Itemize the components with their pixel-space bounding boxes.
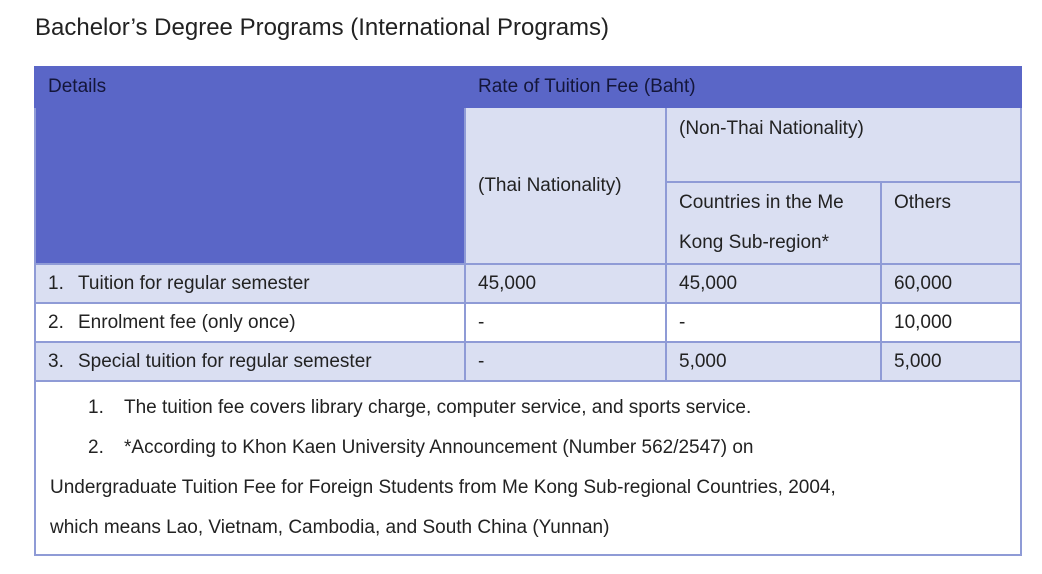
note-2-number: 2. [88, 437, 104, 458]
table-row [35, 264, 1021, 303]
header-mekong-line1: Countries in the Me [679, 192, 844, 213]
row-label-text: Enrolment fee (only once) [78, 311, 296, 333]
note-1-text: The tuition fee covers library charge, computer service, and sports service. [124, 397, 752, 418]
row-thai-fee: 45,000 [465, 264, 666, 303]
header-thai-label: (Thai Nationality) [478, 174, 622, 196]
header-rate: Rate of Tuition Fee (Baht) [465, 67, 1021, 107]
row-mekong-fee: - [666, 303, 881, 342]
row-others-fee: 60,000 [881, 264, 1021, 303]
header-non-thai-label: (Non-Thai Nationality) [679, 118, 864, 139]
row-thai-fee: - [465, 303, 666, 342]
table-row [35, 342, 1021, 381]
page-title: Bachelor’s Degree Programs (International Programs) [35, 14, 610, 41]
table-header-row [35, 67, 1021, 107]
row-number: 1. [48, 272, 64, 294]
row-others-fee: 5,000 [881, 342, 1021, 381]
note-2 [50, 428, 1020, 468]
header-thai-nationality [465, 107, 666, 264]
note-2-text-line2: Undergraduate Tuition Fee for Foreign Students from Me Kong Sub-regional Countries, 2004, [50, 477, 836, 498]
header-details-blank [35, 107, 465, 264]
row-mekong-fee: 5,000 [666, 342, 881, 381]
table-notes-row [35, 381, 1021, 555]
row-others-fee: 10,000 [881, 303, 1021, 342]
header-non-thai-nationality [666, 107, 1021, 182]
row-label [35, 303, 465, 342]
row-label [35, 342, 465, 381]
row-number: 3. [48, 350, 64, 372]
row-label-text: Special tuition for regular semester [78, 350, 372, 372]
tuition-fee-table [34, 66, 1022, 556]
row-thai-fee: - [465, 342, 666, 381]
note-2-text-line3: which means Lao, Vietnam, Cambodia, and South China (Yunnan) [50, 517, 610, 538]
header-mekong-countries [666, 182, 881, 264]
note-1-number: 1. [88, 397, 104, 418]
header-others-label: Others [894, 192, 952, 213]
header-others [881, 182, 1021, 264]
table-row [35, 303, 1021, 342]
note-2-text-line1: *According to Khon Kaen University Announcement (Number 562/2547) on [124, 437, 754, 458]
notes-cell [35, 381, 1021, 555]
row-mekong-fee: 45,000 [666, 264, 881, 303]
row-label [35, 264, 465, 303]
row-number: 2. [48, 311, 64, 333]
table-subheader-row [35, 107, 1021, 182]
row-label-text: Tuition for regular semester [78, 272, 310, 294]
header-mekong-line2: Kong Sub-region* [679, 232, 829, 253]
header-details: Details [35, 67, 465, 107]
note-1 [50, 388, 1020, 428]
